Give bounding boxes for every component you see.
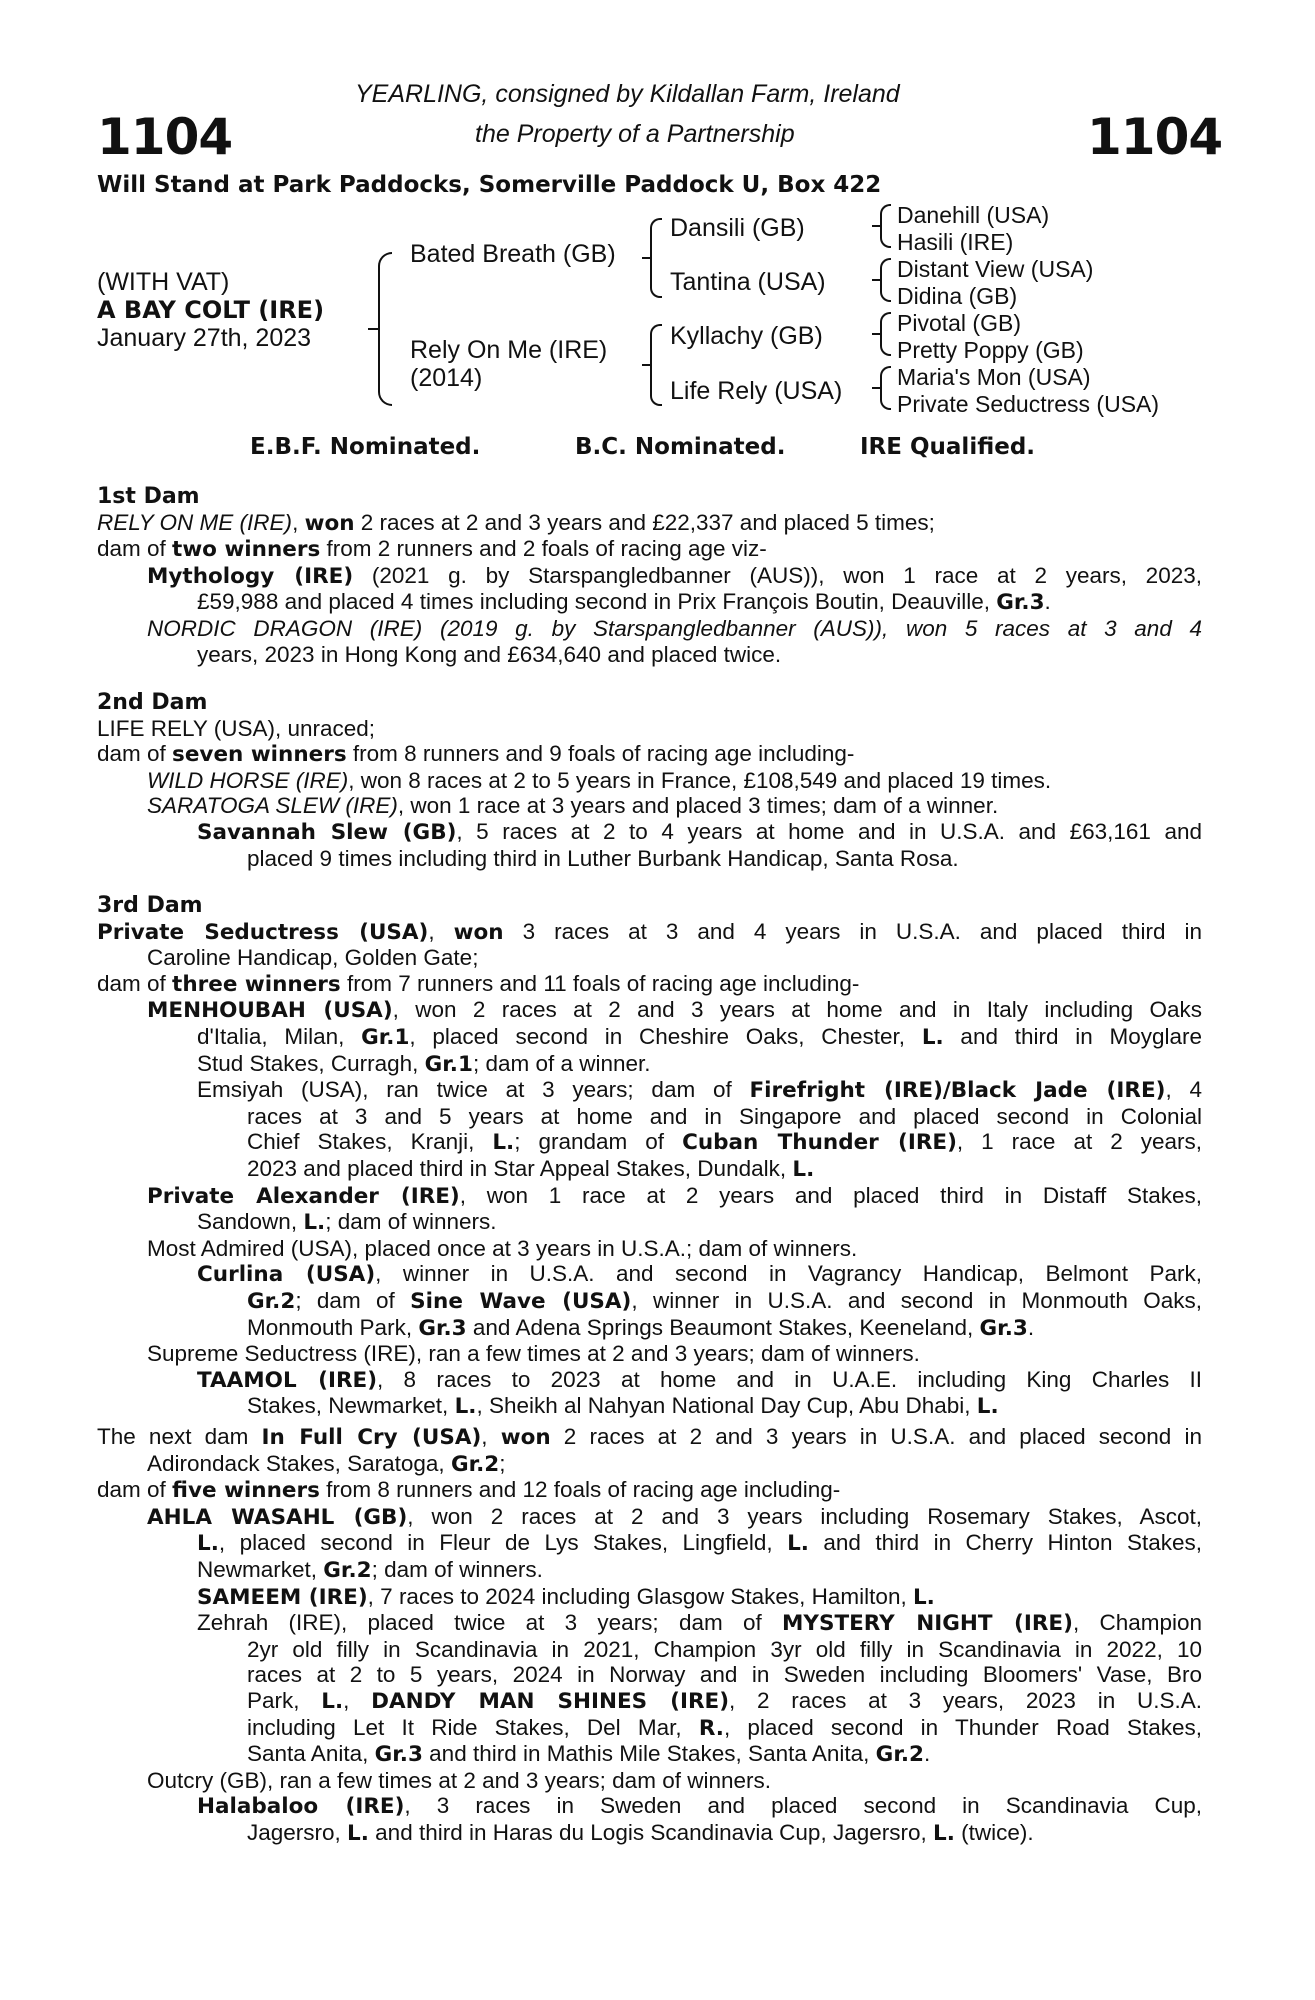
text: (twice). — [954, 1819, 1034, 1845]
text: , placed second in Cheshire Oaks, Chester, — [409, 1023, 922, 1049]
grade: L. — [303, 1210, 326, 1236]
dam-name: RELY ON ME (IRE) — [97, 509, 293, 535]
third-dam-line-17: Supreme Seductress (IRE), ran a few times at 2 and 3 years; dam of winners. — [147, 1341, 920, 1367]
text: dam of — [97, 970, 173, 996]
grade: Gr.2 — [450, 1451, 500, 1477]
text: , 4 — [1165, 1077, 1202, 1103]
pedigree-sire-sire: Dansili (GB) — [670, 214, 805, 242]
text: ; dam of winners. — [325, 1209, 497, 1235]
second-dam-line-2 — [97, 741, 1202, 768]
pedigree-sire: Bated Breath (GB) — [410, 240, 616, 268]
progeny-name: DANDY MAN SHINES (IRE) — [371, 1688, 730, 1714]
text: , won 2 races at 2 and 3 years at home and in Italy including Oaks — [392, 997, 1203, 1023]
pedigree-brace-g1 — [880, 204, 891, 248]
text: , 5 races at 2 to 4 years at home and in U.S.A. and £63,161 and — [456, 818, 1202, 844]
grade: L. — [792, 1156, 815, 1182]
progeny-name: TAAMOL (IRE) — [197, 1367, 378, 1393]
text: 2023 and placed third in Star Appeal Stakes, Dundalk, — [247, 1155, 793, 1181]
pedigree-brace-main — [378, 252, 392, 406]
third-dam-section — [97, 893, 1202, 1420]
first-dam-line-3 — [97, 563, 1202, 590]
third-dam-line-13: Most Admired (USA), placed once at 3 years in U.S.A.; dam of winners. — [147, 1235, 858, 1261]
pedigree-g3-3: Distant View (USA) — [897, 256, 1094, 282]
third-dam-line-16 — [97, 1315, 1202, 1342]
second-dam-line-4 — [97, 793, 1202, 819]
third-dam-line-9 — [97, 1129, 1202, 1156]
text: , won 8 races at 2 to 5 years in France, £108,549 and placed 19 times. — [348, 767, 1052, 793]
grade: L. — [492, 1130, 515, 1156]
grade: Gr.2 — [323, 1557, 372, 1583]
progeny-name: Firefright (IRE)/Black Jade (IRE) — [749, 1078, 1166, 1104]
lot-number-left: 1104 — [97, 108, 233, 166]
third-dam-line-19 — [97, 1393, 1202, 1420]
text: . — [1044, 589, 1051, 615]
pedigree-dam: Rely On Me (IRE) — [410, 336, 608, 364]
progeny-name: SARATOGA SLEW (IRE) — [147, 793, 398, 819]
text: ; grandam of — [514, 1129, 683, 1155]
first-dam-line-5 — [97, 616, 1202, 642]
text: Sandown, — [197, 1209, 304, 1235]
next-dam-line-6 — [97, 1557, 1202, 1584]
text: , won 1 race at 3 years and placed 3 times; dam of a winner. — [397, 793, 999, 819]
owner-line: the Property of a Partnership — [475, 120, 795, 148]
pedigree-g3-2: Hasili (IRE) — [897, 229, 1014, 255]
text: , Champion — [1072, 1610, 1203, 1636]
won-label: won — [500, 1425, 551, 1450]
winners-count: two winners — [172, 537, 321, 563]
text: Park, — [247, 1687, 322, 1713]
text: , placed second in Fleur de Lys Stakes, Lingfield, — [218, 1530, 788, 1556]
grade: Gr.1 — [361, 1024, 410, 1050]
pedigree-dam-sire: Kyllachy (GB) — [670, 322, 823, 350]
text: , 7 races to 2024 including Glasgow Stakes, Hamilton, — [367, 1583, 913, 1609]
third-dam-line-12 — [97, 1209, 1202, 1236]
text: and third in Cherry Hinton Stakes, — [808, 1530, 1203, 1556]
lot-number-right: 1104 — [1087, 108, 1223, 166]
text: and Adena Springs Beaumont Stakes, Keeneland, — [466, 1314, 980, 1340]
text: Emsiyah (USA), ran twice at 3 years; dam of — [197, 1077, 750, 1103]
third-dam-heading: 3rd Dam — [97, 893, 203, 918]
grade: Gr.3 — [996, 590, 1045, 616]
progeny-name: Private Alexander (IRE) — [147, 1183, 460, 1209]
pedigree-g3-5: Pivotal (GB) — [897, 310, 1021, 336]
second-dam-section — [97, 690, 1202, 871]
next-dam-line-3 — [97, 1477, 1202, 1504]
text: 2 races at 2 and 3 years and £22,337 and placed 5 times; — [354, 509, 935, 535]
next-dam-line-5 — [97, 1530, 1202, 1557]
text: from 8 runners and 12 foals of racing age including- — [319, 1477, 841, 1503]
text: , Sheikh al Nahyan National Day Cup, Abu Dhabi, — [476, 1393, 977, 1419]
text: from 7 runners and 11 foals of racing age including- — [340, 970, 860, 996]
progeny-name: MENHOUBAH (USA) — [147, 998, 393, 1024]
third-dam-line-7 — [97, 1077, 1202, 1104]
text: ; dam of a winner. — [472, 1050, 651, 1076]
next-dam-section — [97, 1424, 1202, 1847]
text: and third in Haras du Logis Scandinavia Cup, Jagersro, — [368, 1819, 933, 1845]
consignor-line: YEARLING, consigned by Kildallan Farm, Ireland — [355, 80, 900, 108]
text: , winner in U.S.A. and second in Monmouth Oaks, — [631, 1287, 1202, 1313]
pedigree-g3-1: Danehill (USA) — [897, 202, 1050, 228]
text: from 8 runners and 9 foals of racing age including- — [346, 741, 855, 767]
third-dam-line-1 — [97, 919, 1202, 946]
next-dam-line-9: 2yr old filly in Scandinavia in 2021, Champion 3yr old filly in Scandinavia in 2022, 10 — [247, 1636, 1202, 1662]
progeny-name: Curlina (USA) — [197, 1262, 376, 1288]
pedigree-g3-7: Maria's Mon (USA) — [897, 364, 1091, 390]
first-dam-line-2 — [97, 536, 1202, 563]
third-dam-line-2: Caroline Handicap, Golden Gate; — [147, 945, 479, 971]
grade: L. — [197, 1531, 219, 1557]
text: , — [292, 509, 305, 535]
next-dam-line-8 — [97, 1610, 1202, 1637]
next-dam-line-16 — [97, 1820, 1202, 1847]
text: dam of — [97, 536, 173, 562]
next-dam-line-10: races at 2 to 5 years, 2024 in Norway and in Sweden including Bloomers' Vase, Bro — [247, 1662, 1202, 1688]
grade: L. — [321, 1688, 344, 1714]
text: , 2 races at 3 years, 2023 in U.S.A. — [729, 1687, 1202, 1713]
text: from 2 runners and 2 foals of racing age viz- — [320, 536, 767, 562]
second-dam-heading: 2nd Dam — [97, 690, 208, 715]
pedigree-dam-year: (2014) — [410, 364, 483, 392]
next-dam-line-11 — [97, 1688, 1202, 1715]
progeny-name: Cuban Thunder (IRE) — [682, 1130, 957, 1156]
progeny-name: Mythology (IRE) — [147, 563, 354, 589]
next-dam-line-4 — [97, 1504, 1202, 1531]
pedigree-brace-g3 — [880, 312, 891, 356]
third-dam-line-10 — [97, 1156, 1202, 1183]
won-label: won — [304, 510, 355, 536]
next-dam-line-7 — [97, 1584, 1202, 1611]
text: . — [923, 1741, 931, 1767]
won-label: won — [453, 919, 504, 945]
bc-nomination: B.C. Nominated. — [575, 434, 786, 460]
ire-qualified: IRE Qualified. — [860, 434, 1036, 460]
pedigree-brace-sire — [650, 218, 662, 298]
third-dam-line-4 — [97, 997, 1202, 1024]
grade: L. — [454, 1394, 477, 1420]
third-dam-line-15 — [97, 1288, 1202, 1315]
progeny-name: NORDIC DRAGON (IRE) — [147, 615, 423, 641]
text: , — [428, 918, 454, 944]
pedigree-brace-dam — [650, 324, 662, 406]
next-dam-line-14: Outcry (GB), ran a few times at 2 and 3 years; dam of winners. — [147, 1767, 771, 1793]
next-dam-line-1 — [97, 1424, 1202, 1451]
text: and third in Mathis Mile Stakes, Santa Anita, — [422, 1741, 876, 1767]
text: (2021 g. by Starspangledbanner (AUS)), won 1 race at 2 years, 2023, — [353, 562, 1202, 588]
text: Zehrah (IRE), placed twice at 3 years; dam of — [197, 1610, 782, 1636]
pedigree-g3-4: Didina (GB) — [897, 283, 1018, 309]
grade: L. — [347, 1820, 369, 1846]
dam-name: Private Seductress (USA) — [97, 919, 429, 945]
grade: L. — [933, 1820, 955, 1846]
stand-location: Will Stand at Park Paddocks, Somerville Paddock U, Box 422 — [97, 172, 882, 198]
text: Stud Stakes, Curragh, — [197, 1050, 425, 1076]
second-dam-line-5 — [97, 819, 1202, 846]
text: d'Italia, Milan, — [197, 1023, 362, 1049]
first-dam-heading: 1st Dam — [97, 484, 200, 509]
text: , 1 race at 2 years, — [956, 1129, 1203, 1155]
progeny-name: MYSTERY NIGHT (IRE) — [782, 1611, 1073, 1637]
text: Newmarket, — [197, 1556, 324, 1582]
grade: L. — [921, 1024, 944, 1050]
winners-count: five winners — [172, 1478, 320, 1504]
horse-dob: January 27th, 2023 — [97, 324, 312, 352]
grade: R. — [698, 1715, 724, 1741]
pedigree-sire-dam: Tantina (USA) — [670, 268, 826, 296]
text: , — [481, 1424, 501, 1449]
grade: Gr.2 — [875, 1742, 924, 1768]
horse-name: A BAY COLT (IRE) — [97, 296, 325, 324]
next-dam-line-15 — [97, 1793, 1202, 1820]
first-dam-section — [97, 484, 1202, 667]
text: , won 2 races at 2 and 3 years including Rosemary Stakes, Ascot, — [407, 1503, 1202, 1529]
next-dam-line-2 — [97, 1451, 1202, 1478]
third-dam-line-5 — [97, 1024, 1202, 1051]
third-dam-line-8: races at 3 and 5 years at home and in Singapore and placed second in Colonial — [247, 1103, 1202, 1129]
first-dam-line-1 — [97, 510, 1202, 537]
progeny-name: Halabaloo (IRE) — [197, 1794, 405, 1820]
next-dam-line-12 — [97, 1715, 1202, 1742]
vat-note: (WITH VAT) — [97, 268, 230, 296]
text: , won 1 race at 2 years and placed third in Distaff Stakes, — [459, 1182, 1202, 1208]
grade: Gr.1 — [424, 1051, 473, 1077]
progeny-name: Savannah Slew (GB) — [197, 819, 457, 845]
text: Santa Anita, — [247, 1741, 375, 1767]
text: 3 races at 3 and 4 years in U.S.A. and placed third in — [503, 918, 1202, 944]
third-dam-line-18 — [97, 1367, 1202, 1394]
text: dam of — [97, 741, 173, 767]
progeny-name: SAMEEM (IRE) — [197, 1584, 368, 1610]
third-dam-line-6 — [97, 1051, 1202, 1078]
text: Adirondack Stakes, Saratoga, — [147, 1450, 451, 1476]
grade: Gr.3 — [418, 1315, 467, 1341]
dam-name: In Full Cry (USA) — [261, 1425, 482, 1450]
pedigree-brace-g2 — [880, 258, 891, 302]
text: Jagersro, — [247, 1819, 348, 1845]
second-dam-line-3 — [97, 768, 1202, 794]
text: Monmouth Park, — [247, 1314, 419, 1340]
progeny-name: Sine Wave (USA) — [410, 1288, 632, 1314]
text: ; dam of — [295, 1287, 411, 1313]
text: , 8 races to 2023 at home and in U.A.E. including King Charles II — [377, 1366, 1202, 1392]
grade: Gr.3 — [374, 1742, 423, 1768]
grade: L. — [976, 1394, 999, 1420]
pedigree-brace-g4 — [880, 366, 891, 410]
third-dam-line-14 — [97, 1261, 1202, 1288]
grade: Gr.2 — [247, 1288, 296, 1314]
text: Chief Stakes, Kranji, — [247, 1129, 493, 1155]
text: Stakes, Newmarket, — [247, 1393, 455, 1419]
text: £59,988 and placed 4 times including second in Prix François Boutin, Deauville, — [197, 589, 997, 615]
text: , — [343, 1687, 372, 1713]
text: 2 races at 2 and 3 years in U.S.A. and placed second in — [550, 1424, 1202, 1449]
next-dam-line-13 — [97, 1741, 1202, 1768]
text: and third in Moyglare — [943, 1023, 1203, 1049]
pedigree-g3-8: Private Seductress (USA) — [897, 391, 1160, 417]
text: ; dam of winners. — [371, 1556, 543, 1582]
text: dam of — [97, 1477, 173, 1503]
text: . — [1027, 1314, 1035, 1340]
progeny-name: AHLA WASAHL (GB) — [147, 1504, 408, 1530]
grade: L. — [912, 1584, 935, 1610]
second-dam-line-1: LIFE RELY (USA), unraced; — [97, 715, 376, 741]
winners-count: seven winners — [172, 742, 347, 768]
second-dam-line-6: placed 9 times including third in Luther Burbank Handicap, Santa Rosa. — [247, 845, 959, 871]
grade: Gr.3 — [979, 1315, 1028, 1341]
third-dam-line-3 — [97, 971, 1202, 998]
ebf-nomination: E.B.F. Nominated. — [250, 434, 481, 460]
text: including Let It Ride Stakes, Del Mar, — [247, 1714, 699, 1740]
first-dam-line-6: years, 2023 in Hong Kong and £634,640 and placed twice. — [197, 641, 782, 667]
progeny-name: WILD HORSE (IRE) — [147, 767, 349, 793]
pedigree-dam-dam: Life Rely (USA) — [670, 377, 843, 405]
text: , winner in U.S.A. and second in Vagrancy Handicap, Belmont Park, — [375, 1261, 1202, 1287]
pedigree-g3-6: Pretty Poppy (GB) — [897, 337, 1084, 363]
winners-count: three winners — [172, 971, 341, 997]
third-dam-line-11 — [97, 1183, 1202, 1210]
text: , 3 races in Sweden and placed second in Scandinavia Cup, — [404, 1793, 1202, 1819]
text: (2019 g. by Starspangledbanner (AUS)), won 5 races at 3 and 4 — [422, 615, 1202, 641]
text: ; — [499, 1450, 506, 1476]
text: , placed second in Thunder Road Stakes, — [723, 1714, 1202, 1740]
grade: L. — [787, 1531, 809, 1557]
text: The next dam — [97, 1424, 262, 1449]
first-dam-line-4 — [97, 589, 1202, 616]
